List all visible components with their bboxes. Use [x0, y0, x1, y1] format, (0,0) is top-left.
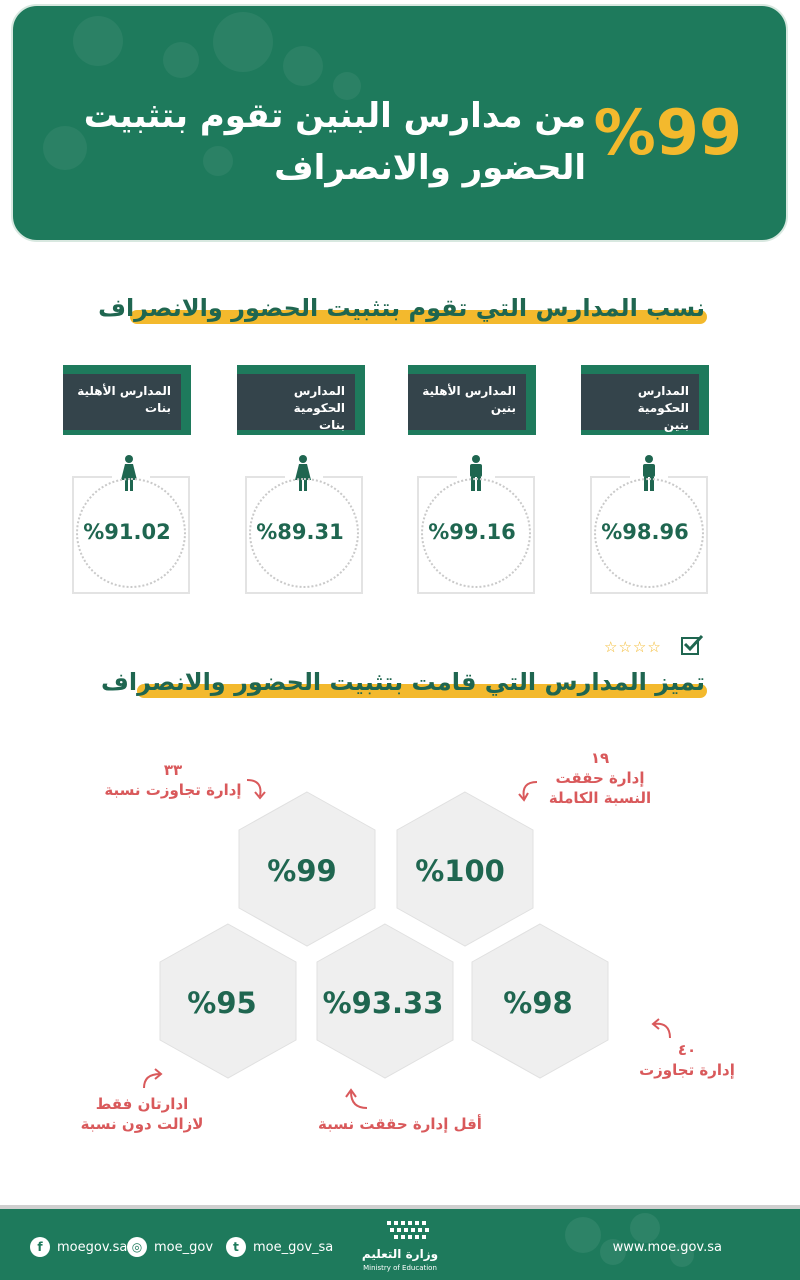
section1-title: نسب المدارس التي تقوم بتثبيت الحضور والانصراف	[98, 294, 705, 322]
curved-arrow-icon	[650, 1016, 676, 1042]
card-frame-top	[245, 476, 285, 478]
curved-arrow-icon	[140, 1066, 166, 1092]
star-rating-icon: ☆☆☆☆	[604, 638, 662, 656]
decor-bubble	[73, 16, 123, 66]
card-frame-top	[323, 476, 363, 478]
hexagon-value: %93.33	[322, 986, 444, 1020]
check-icon	[681, 637, 699, 655]
card-value: %99.16	[428, 520, 516, 544]
note-count: ٤٠	[677, 1041, 697, 1059]
card-label-line1: المدارس الحكومية	[293, 384, 345, 415]
card-label	[237, 374, 355, 430]
facebook-icon: f	[30, 1237, 50, 1257]
card-label-line2: بنات	[145, 401, 171, 415]
social-instagram[interactable]	[127, 1237, 213, 1257]
social-twitter[interactable]	[226, 1237, 333, 1257]
decor-bubble	[163, 42, 199, 78]
website-link[interactable]: www.moe.gov.sa	[612, 1240, 722, 1255]
logo-english-text: Ministry of Education	[363, 1264, 437, 1272]
card-value: %91.02	[83, 520, 171, 544]
note-text: أقل إدارة حققت نسبة	[318, 1115, 482, 1133]
logo-arabic-text: وزارة التعليم	[361, 1247, 439, 1261]
card-label-line1: المدارس الأهلية	[77, 384, 171, 398]
ministry-logo	[355, 1217, 445, 1277]
card-frame-top	[668, 476, 708, 478]
card-label-line2: بنين	[490, 401, 516, 415]
social-handle: moe_gov	[154, 1239, 214, 1255]
card-frame-top	[150, 476, 190, 478]
footer	[0, 1205, 800, 1280]
card-label-line2: بنين	[663, 418, 689, 432]
hero-percent: %99	[593, 96, 742, 169]
card-value: %98.96	[601, 520, 689, 544]
decor-bubble	[283, 46, 323, 86]
card-value: %89.31	[256, 520, 344, 544]
decor-bubble	[213, 12, 273, 72]
hexagon-value: %100	[415, 854, 505, 888]
card-label	[408, 374, 526, 430]
note-full-score	[540, 748, 660, 808]
note-below	[72, 1094, 212, 1134]
social-handle: moe_gov_sa	[253, 1239, 334, 1255]
card-label	[581, 374, 699, 430]
note-count: ٣٣	[163, 761, 183, 779]
card-label-line1: المدارس الأهلية	[422, 384, 516, 398]
decor-bubble	[630, 1213, 660, 1243]
card-frame-top	[72, 476, 112, 478]
twitter-icon: t	[226, 1237, 246, 1257]
note-text: ادارتان فقط لازالت دون نسبة	[80, 1095, 204, 1133]
hero-title: من مدارس البنين تقوم بتثبيت الحضور والانصراف	[83, 96, 586, 188]
section2-title: تميز المدارس التي قامت بتثبيت الحضور والانصراف	[101, 668, 705, 696]
card-frame-top	[417, 476, 457, 478]
hero-banner	[11, 4, 788, 242]
social-handle: moegov.sa	[57, 1239, 128, 1255]
note-lowest	[310, 1114, 490, 1134]
note-text: إدارة حققت النسبة الكاملة	[548, 769, 652, 807]
card-frame-top	[590, 476, 630, 478]
card-frame-top	[495, 476, 535, 478]
hexagon-value: %98	[503, 986, 573, 1020]
card-label-line1: المدارس الحكومية	[637, 384, 689, 415]
decor-bubble	[565, 1217, 601, 1253]
logo-mark-icon	[385, 1219, 435, 1245]
curved-arrow-icon	[345, 1086, 371, 1112]
note-count: ١٩	[590, 749, 610, 767]
note-exceeded-99	[98, 760, 248, 800]
instagram-icon: ◎	[127, 1237, 147, 1257]
social-facebook[interactable]	[30, 1237, 127, 1257]
card-label	[63, 374, 181, 430]
note-text: إدارة تجاوزت نسبة	[104, 781, 242, 799]
hexagon-value: %95	[187, 986, 257, 1020]
curved-arrow-icon	[243, 776, 269, 802]
card-label-line2: بنات	[319, 418, 345, 432]
hexagon-value: %99	[267, 854, 337, 888]
note-exceeded-98	[632, 1040, 742, 1080]
note-text: إدارة تجاوزت	[639, 1061, 735, 1079]
curved-arrow-icon	[515, 778, 541, 804]
